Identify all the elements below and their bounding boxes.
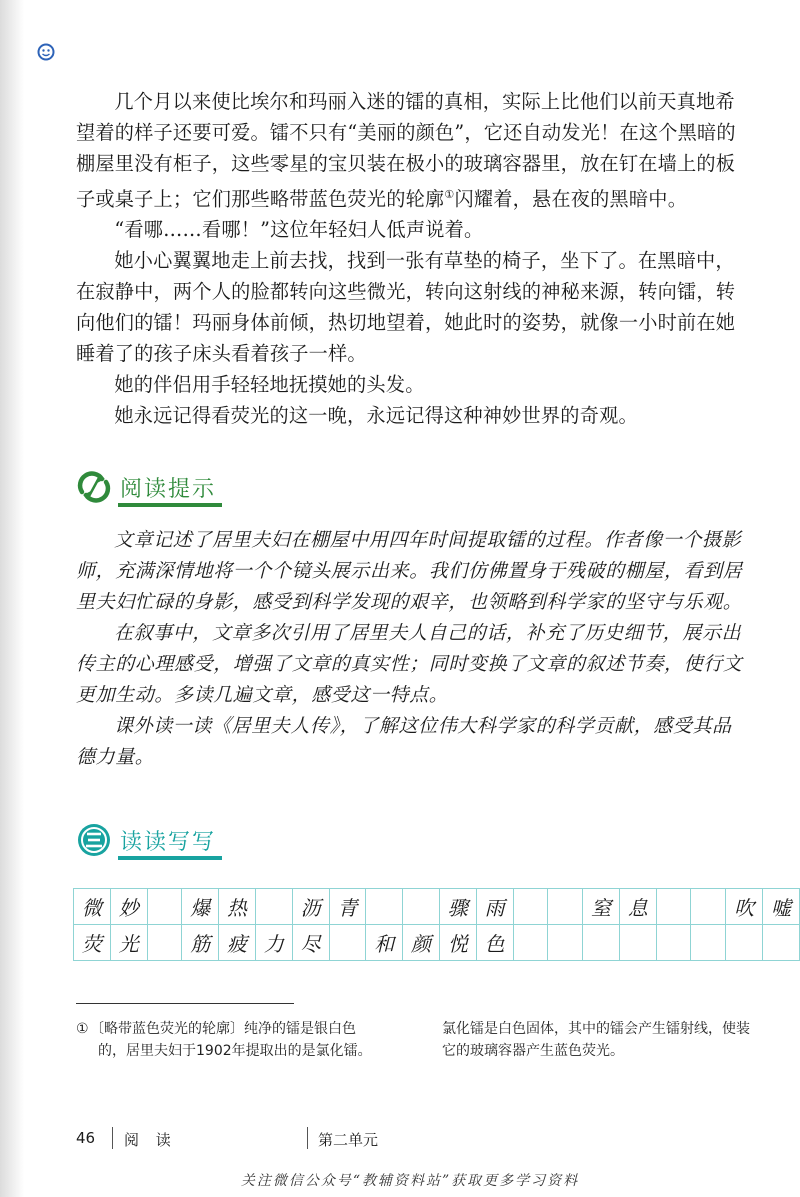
grid-cell (548, 889, 583, 925)
footer-divider (112, 1127, 113, 1149)
article-paragraph: 她小心翼翼地走上前去找，找到一张有草垫的椅子，坐下了。在黑暗中，在寂静中，两个人的脸都转向这些微光，转向这射线的神秘来源，转向镭，转向他们的镭！玛丽身体前倾，热切地望着，她此时的姿势，就像一小时前在她睡着了的孩子床头看着孩子一样。 (76, 249, 736, 366)
grid-cell: 妙 (110, 889, 147, 925)
footer-divider (307, 1127, 308, 1149)
grid-cell: 热 (219, 889, 256, 925)
grid-row (74, 889, 800, 925)
unit-label: 第二单元 (318, 1131, 379, 1149)
grid-cell: 吹 (726, 889, 763, 925)
read-write-heading (76, 822, 216, 858)
footnote-left-line2: 的，居里夫妇于1902年提取出的是氯化镭。 (98, 1043, 372, 1059)
footnote-marker[interactable]: ① (444, 188, 455, 201)
article-paragraph: 她永远记得看荧光的这一晚，永远记得这种神妙世界的奇观。 (114, 404, 638, 428)
grid-cell: 爆 (182, 889, 219, 925)
grid-cell: 嘘 (762, 889, 799, 925)
footnote-divider (76, 1003, 294, 1004)
grid-cell (656, 925, 691, 961)
article-paragraph: 她的伴侣用手轻轻地抚摸她的头发。 (114, 373, 425, 397)
grid-cell: 雨 (476, 889, 513, 925)
grid-cell (762, 925, 799, 961)
page-number: 46 (76, 1129, 96, 1147)
page-edge-shadow (0, 0, 24, 1197)
tip-paragraph: 文章记述了居里夫妇在棚屋中用四年时间提取镭的过程。作者像一个摄影师，充满深情地将一个个镜头展示出来。我们仿佛置身于残破的棚屋，看到居里夫妇忙碌的身影，感受到科学发现的艰辛，也领略到科学家的坚守与乐观。 (76, 529, 743, 613)
grid-cell: 颜 (403, 925, 440, 961)
grid-cell: 沥 (292, 889, 329, 925)
grid-cell: 青 (329, 889, 366, 925)
grid-cell: 力 (255, 925, 292, 961)
grid-cell (619, 925, 656, 961)
grid-cell (726, 925, 763, 961)
grid-cell: 荧 (74, 925, 111, 961)
grid-cell: 筋 (182, 925, 219, 961)
grid-cell: 色 (476, 925, 513, 961)
article-paragraph: 几个月以来使比埃尔和玛丽入迷的镭的真相，实际上比他们以前天真地希望着的样子还要可爱。镭不只有“美丽的颜色”，它还自动发光！在这个黑暗的棚屋里没有柜子，这些零星的宝贝装在极小的玻璃容器里，放在钉在墙上的板子或桌子上；它们那些略带蓝色荧光的轮廓①闪耀着，悬在夜的黑暗中。 (76, 90, 736, 211)
reading-tips-icon (76, 470, 112, 504)
grid-cell: 悦 (439, 925, 476, 961)
grid-cell: 息 (619, 889, 656, 925)
reading-tips-title: 阅读提示 (120, 476, 217, 502)
footnote-number: ① (76, 1021, 89, 1037)
grid-cell: 尽 (292, 925, 329, 961)
grid-row (74, 925, 800, 961)
grid-cell (691, 925, 726, 961)
footnote-left-line1: 〔略带蓝色荧光的轮廓〕纯净的镭是银白色 (90, 1021, 356, 1037)
article-paragraph: “看哪……看哪！”这位年轻妇人低声说着。 (114, 218, 484, 242)
grid-cell: 窒 (583, 889, 620, 925)
grid-cell: 和 (366, 925, 403, 961)
grid-cell (147, 889, 182, 925)
grid-cell (403, 889, 440, 925)
read-write-icon (76, 822, 112, 858)
grid-cell: 疲 (219, 925, 256, 961)
read-write-underline (118, 856, 222, 860)
grid-cell (691, 889, 726, 925)
vocabulary-grid (73, 888, 800, 961)
grid-cell (656, 889, 691, 925)
tip-paragraph: 在叙事中，文章多次引用了居里夫人自己的话，补充了历史细节，展示出传主的心理感受，增强了文章的真实性；同时变换了文章的叙述节奏，使行文更加生动。多读几遍文章，感受这一特点。 (76, 622, 743, 706)
grid-cell: 微 (74, 889, 111, 925)
smiley-icon (37, 43, 55, 61)
grid-cell (548, 925, 583, 961)
grid-cell (147, 925, 182, 961)
grid-cell (513, 925, 548, 961)
grid-cell (583, 925, 620, 961)
grid-cell (366, 889, 403, 925)
footnote-left (76, 1018, 406, 1062)
grid-cell (255, 889, 292, 925)
article-text (76, 86, 748, 431)
grid-cell (513, 889, 548, 925)
watermark-text: 关注微信公众号“教辅资料站”获取更多学习资料 (240, 1173, 580, 1189)
footnote-right: 氯化镭是白色固体，其中的镭会产生镭射线，使装它的玻璃容器产生蓝色荧光。 (442, 1021, 750, 1059)
reading-tips-heading (76, 470, 216, 504)
grid-cell: 骤 (439, 889, 476, 925)
read-write-title: 读读写写 (120, 829, 217, 855)
grid-cell (329, 925, 366, 961)
reading-tips-text (76, 525, 748, 773)
tip-paragraph: 课外读一读《居里夫人传》，了解这位伟大科学家的科学贡献，感受其品德力量。 (76, 715, 732, 768)
book-section: 阅 读 (124, 1131, 177, 1149)
grid-cell: 光 (110, 925, 147, 961)
reading-tips-underline (118, 503, 222, 507)
